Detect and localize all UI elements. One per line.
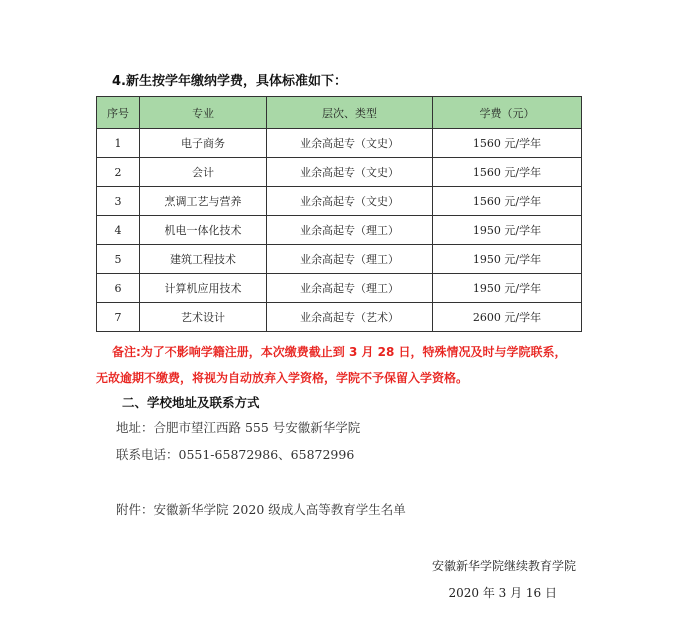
cell-fee: 1560 元/学年 <box>433 129 582 158</box>
table-row <box>97 187 582 216</box>
cell-level: 业余高起专（文史） <box>267 129 433 158</box>
cell-no: 6 <box>97 274 140 303</box>
cell-fee: 1950 元/学年 <box>433 245 582 274</box>
attachment-line: 附件：安徽新华学院 2020 级成人高等教育学生名单 <box>116 502 406 517</box>
cell-major: 烹调工艺与营养 <box>140 187 267 216</box>
cell-fee: 1560 元/学年 <box>433 158 582 187</box>
payment-deadline-note: 备注:为了不影响学籍注册，本次缴费截止到 3 月 28 日，特殊情况及时与学院联系， <box>112 345 567 359</box>
cell-major: 电子商务 <box>140 129 267 158</box>
cell-fee: 1560 元/学年 <box>433 187 582 216</box>
section-4-heading: 4.新生按学年缴纳学费，具体标准如下： <box>112 74 347 89</box>
issuing-organization: 安徽新华学院继续教育学院 <box>431 559 576 573</box>
cell-level: 业余高起专（文史） <box>267 158 433 187</box>
payment-deadline-note-continued: 无故逾期不缴费，将视为自动放弃入学资格，学院不予保留入学资格。 <box>96 371 469 385</box>
cell-no: 7 <box>97 303 140 332</box>
cell-no: 1 <box>97 129 140 158</box>
table-row <box>97 274 582 303</box>
cell-level: 业余高起专（理工） <box>267 274 433 303</box>
cell-major: 计算机应用技术 <box>140 274 267 303</box>
cell-no: 2 <box>97 158 140 187</box>
cell-level: 业余高起专（理工） <box>267 245 433 274</box>
cell-fee: 1950 元/学年 <box>433 216 582 245</box>
table-header-row <box>97 97 582 129</box>
table-row <box>97 216 582 245</box>
header-cell-level: 层次、类型 <box>267 97 433 129</box>
cell-no: 3 <box>97 187 140 216</box>
cell-level: 业余高起专（文史） <box>267 187 433 216</box>
school-address: 地址：合肥市望江西路 555 号安徽新华学院 <box>116 420 361 435</box>
cell-fee: 2600 元/学年 <box>433 303 582 332</box>
cell-level: 业余高起专（理工） <box>267 216 433 245</box>
cell-level: 业余高起专（艺术） <box>267 303 433 332</box>
section-2-heading: 二、学校地址及联系方式 <box>122 395 260 410</box>
issue-date: 2020 年 3 月 16 日 <box>448 586 557 600</box>
cell-major: 建筑工程技术 <box>140 245 267 274</box>
cell-fee: 1950 元/学年 <box>433 274 582 303</box>
table-row <box>97 129 582 158</box>
header-cell-fee: 学费（元） <box>433 97 582 129</box>
header-cell-no: 序号 <box>97 97 140 129</box>
table-row <box>97 245 582 274</box>
cell-major: 会计 <box>140 158 267 187</box>
cell-major: 机电一体化技术 <box>140 216 267 245</box>
cell-no: 5 <box>97 245 140 274</box>
cell-major: 艺术设计 <box>140 303 267 332</box>
cell-no: 4 <box>97 216 140 245</box>
header-cell-major: 专业 <box>140 97 267 129</box>
table-row <box>97 303 582 332</box>
contact-phone: 联系电话：0551-65872986、65872996 <box>116 447 355 462</box>
fee-table <box>96 96 582 332</box>
table-row <box>97 158 582 187</box>
